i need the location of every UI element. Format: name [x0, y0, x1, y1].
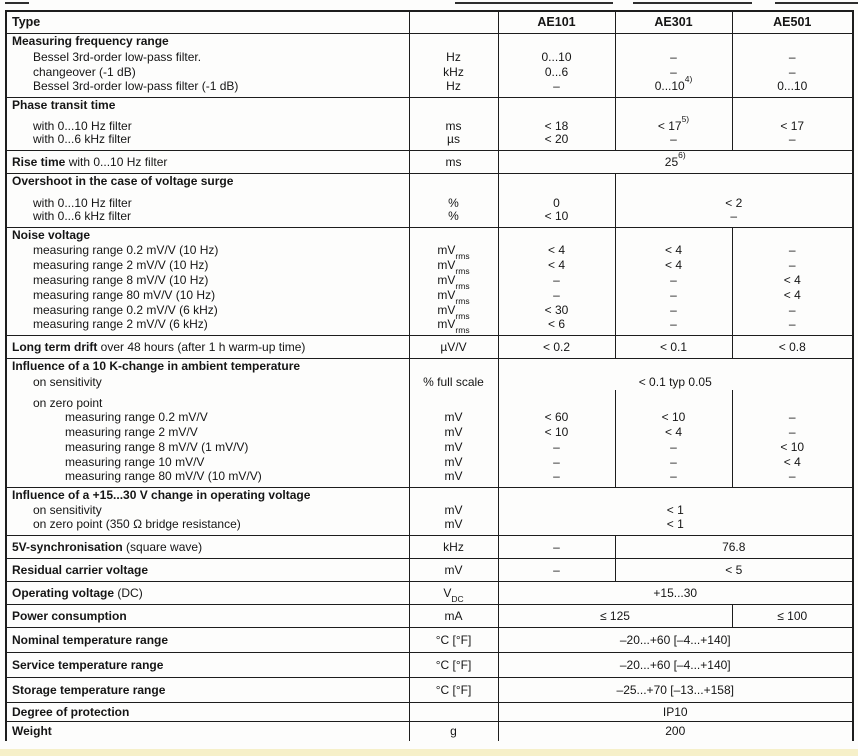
spec-row [6, 336, 853, 359]
value-cell: –20...+60 [–4...+140] [498, 628, 853, 653]
value-cell: 76.8 [615, 536, 853, 559]
unit-cell: mA [409, 605, 498, 628]
row-label-bold: Power consumption [12, 608, 127, 623]
unit-cell: mV [409, 425, 498, 440]
value-cell: < 1 [498, 503, 853, 518]
row-label-text: measuring range 10 mV/V [65, 454, 205, 469]
value-cell: +15...30 [498, 582, 853, 605]
row-label-text: measuring range 2 mV/V [65, 424, 198, 439]
value-cell: – [615, 318, 732, 336]
row-label-cell [6, 455, 409, 470]
value-cell: – [615, 440, 732, 455]
spec-row [6, 425, 853, 440]
value-cell: < 10 [498, 425, 615, 440]
row-label-cell [6, 410, 409, 425]
specification-table [5, 10, 854, 741]
value-cell [732, 34, 853, 50]
spec-row [6, 97, 853, 113]
value-cell: < 6 [498, 318, 615, 336]
row-label-text: with 0...10 Hz filter [65, 154, 168, 169]
spec-row [6, 288, 853, 303]
row-label-cell [6, 518, 409, 536]
value-cell: – [615, 273, 732, 288]
row-label-cell [6, 80, 409, 98]
row-label-bold: Long term drift [12, 339, 98, 354]
value-cell: ≤ 125 [498, 605, 732, 628]
row-label-text: over 48 hours (after 1 h warm-up time) [97, 339, 306, 354]
row-label-cell [6, 487, 409, 503]
unit-cell: ms [409, 113, 498, 133]
row-label-bold: Influence of a 10 K-change in ambient temperature [12, 359, 301, 374]
spec-row [6, 410, 853, 425]
spec-row [6, 34, 853, 50]
value-cell [732, 227, 853, 243]
scan-artifact-line [633, 2, 752, 4]
row-label-text: Bessel 3rd-order low-pass filter (-1 dB) [33, 78, 239, 93]
unit-cell: mV [409, 410, 498, 425]
value-cell: < 4 [615, 258, 732, 273]
row-label-bold: Rise time [12, 154, 66, 169]
value-cell: 0...6 [498, 65, 615, 80]
row-label-bold: Weight [12, 723, 52, 738]
row-label-bold: Residual carrier voltage [12, 562, 149, 577]
spec-row [6, 559, 853, 582]
row-label-text: on zero point [33, 395, 103, 410]
value-cell: – [615, 50, 732, 65]
row-label-cell [6, 559, 409, 582]
unit-cell [409, 487, 498, 503]
value-cell: – [498, 536, 615, 559]
row-label-bold: Service temperature range [12, 657, 164, 672]
value-cell: – [732, 410, 853, 425]
value-cell: – [498, 455, 615, 470]
value-cell: < 5 [615, 559, 853, 582]
row-label-text: on sensitivity [33, 503, 102, 517]
value-cell [498, 97, 615, 113]
value-cell: < 4 [615, 243, 732, 258]
row-label-text: changeover (-1 dB) [33, 64, 136, 79]
value-cell: – [498, 273, 615, 288]
row-label-text: measuring range 8 mV/V (1 mV/V) [65, 439, 249, 454]
value-cell [615, 174, 853, 190]
row-label-cell [6, 34, 409, 50]
spec-row [6, 80, 853, 98]
row-label-cell [6, 190, 409, 210]
row-label-cell [6, 678, 409, 703]
row-label-cell [6, 65, 409, 80]
value-cell [615, 227, 732, 243]
value-cell: < 18 [498, 113, 615, 133]
row-label-cell [6, 425, 409, 440]
spec-row [6, 303, 853, 318]
value-cell: – [615, 210, 853, 228]
value-cell [615, 97, 732, 113]
value-cell: –25...+70 [–13...+158] [498, 678, 853, 703]
unit-cell [409, 34, 498, 50]
value-cell: 0 [498, 190, 615, 210]
row-label-cell [6, 113, 409, 133]
spec-row [6, 440, 853, 455]
spec-row [6, 359, 853, 375]
value-cell: – [732, 318, 853, 336]
scan-artifact-line [455, 2, 613, 4]
value-cell: 25$^{6)}$ [498, 151, 853, 174]
spec-row [6, 582, 853, 605]
spec-row [6, 375, 853, 390]
row-label-text: on sensitivity [33, 374, 102, 389]
row-label-text: with 0...6 kHz filter [33, 132, 132, 146]
row-label-bold: Nominal temperature range [12, 632, 169, 647]
spec-row [6, 487, 853, 503]
value-cell: – [498, 470, 615, 488]
spec-row [6, 318, 853, 336]
table-body [6, 34, 853, 741]
row-label-bold: Overshoot in the case of voltage surge [12, 174, 234, 189]
column-header-ae301: AE301 [615, 11, 732, 34]
value-cell: IP10 [498, 703, 853, 722]
spec-row [6, 50, 853, 65]
row-label-cell [6, 243, 409, 258]
unit-cell [409, 390, 498, 410]
spec-row [6, 628, 853, 653]
value-cell: – [615, 470, 732, 488]
spec-row [6, 113, 853, 133]
value-cell: < 4 [732, 273, 853, 288]
row-label-text: measuring range 80 mV/V (10 mV/V) [65, 468, 262, 483]
value-cell: – [615, 455, 732, 470]
row-label-text: (square wave) [122, 539, 203, 554]
spec-row [6, 210, 853, 228]
spec-row [6, 470, 853, 488]
row-label-cell [6, 50, 409, 65]
spec-row [6, 133, 853, 151]
spec-row [6, 151, 853, 174]
spec-row [6, 190, 853, 210]
spec-row [6, 227, 853, 243]
row-label-cell [6, 722, 409, 741]
row-label-bold: Phase transit time [12, 97, 116, 112]
row-label-text: Bessel 3rd-order low-pass filter. [33, 49, 202, 64]
row-label-cell [6, 359, 409, 375]
unit-cell: Hz [409, 50, 498, 65]
unit-cell [409, 359, 498, 375]
spec-row [6, 653, 853, 678]
value-cell: 200 [498, 722, 853, 741]
value-cell: – [615, 303, 732, 318]
unit-cell [409, 227, 498, 243]
value-cell: < 4 [498, 258, 615, 273]
value-cell: < 4 [732, 288, 853, 303]
value-cell: < 4 [498, 243, 615, 258]
unit-cell: µV/V [409, 336, 498, 359]
value-cell [498, 227, 615, 243]
value-cell: 0...10$^{4)}$ [615, 80, 732, 98]
spec-row [6, 703, 853, 722]
row-label-cell [6, 653, 409, 678]
unit-cell: µs [409, 133, 498, 151]
value-cell: < 10 [615, 410, 732, 425]
unit-cell: ms [409, 151, 498, 174]
row-label-text: with 0...6 kHz filter [33, 208, 132, 223]
row-label-cell [6, 174, 409, 190]
value-cell: – [615, 133, 732, 151]
unit-cell: kHz [409, 65, 498, 80]
value-cell: < 20 [498, 133, 615, 151]
row-label-cell [6, 273, 409, 288]
unit-cell: mV [409, 440, 498, 455]
row-label-bold: Degree of protection [12, 704, 130, 719]
row-label-cell [6, 288, 409, 303]
value-cell: – [732, 258, 853, 273]
column-header-type: Type [12, 15, 41, 29]
value-cell [498, 390, 615, 410]
unit-cell: % [409, 190, 498, 210]
value-cell: 0...10 [732, 80, 853, 98]
row-label-cell [6, 390, 409, 410]
unit-cell: mV [409, 559, 498, 582]
value-cell [498, 359, 853, 375]
unit-cell: mV [409, 470, 498, 488]
value-cell: – [732, 243, 853, 258]
row-label-text: measuring range 2 mV/V (10 Hz) [33, 258, 209, 272]
spec-row [6, 605, 853, 628]
value-cell: < $17^{5)}$ [615, 113, 732, 133]
column-header-ae501: AE501 [732, 11, 853, 34]
value-cell: < 10 [732, 440, 853, 455]
unit-cell: $mV_{rms}$ [409, 303, 498, 318]
value-cell: – [732, 425, 853, 440]
spec-row [6, 273, 853, 288]
row-label-cell [6, 582, 409, 605]
unit-cell: $mV_{rms}$ [409, 273, 498, 288]
scan-artifact-line [5, 2, 29, 4]
table-header-row [6, 11, 853, 34]
row-label-cell [6, 318, 409, 336]
spec-row [6, 518, 853, 536]
row-label-bold: Operating voltage [12, 585, 115, 600]
row-label-cell [6, 703, 409, 722]
value-cell [615, 390, 732, 410]
value-cell: – [498, 440, 615, 455]
row-label-bold: 5V-synchronisation [12, 539, 123, 554]
unit-cell: % full scale [409, 375, 498, 390]
unit-cell: mV [409, 518, 498, 536]
row-label-text: (DC) [114, 585, 143, 600]
row-label-cell [6, 303, 409, 318]
row-label-cell [6, 503, 409, 518]
value-cell: < 2 [615, 190, 853, 210]
unit-cell [409, 174, 498, 190]
unit-cell: $mV_{rms}$ [409, 243, 498, 258]
value-cell: < 0.2 [498, 336, 615, 359]
unit-cell: $mV_{rms}$ [409, 318, 498, 336]
value-cell [498, 34, 615, 50]
value-cell: – [498, 80, 615, 98]
value-cell: – [732, 65, 853, 80]
value-cell: ≤ 100 [732, 605, 853, 628]
unit-cell: $V_{DC}$ [409, 582, 498, 605]
unit-cell: °C [°F] [409, 678, 498, 703]
value-cell [498, 487, 853, 503]
value-cell: < 4 [615, 425, 732, 440]
unit-cell: °C [°F] [409, 653, 498, 678]
row-label-bold: Storage temperature range [12, 682, 166, 697]
unit-cell: $mV_{rms}$ [409, 288, 498, 303]
row-label-cell [6, 133, 409, 151]
row-label-cell [6, 97, 409, 113]
value-cell: < 60 [498, 410, 615, 425]
value-cell [732, 97, 853, 113]
unit-cell: mV [409, 503, 498, 518]
spec-row [6, 722, 853, 741]
row-label-text: with 0...10 Hz filter [33, 195, 132, 210]
unit-cell: kHz [409, 536, 498, 559]
value-cell: < 0.8 [732, 336, 853, 359]
spec-row [6, 455, 853, 470]
row-label-cell [6, 258, 409, 273]
value-cell: < 0.1 [615, 336, 732, 359]
row-label-cell [6, 628, 409, 653]
row-label-bold: Measuring frequency range [12, 34, 169, 49]
unit-cell [409, 703, 498, 722]
row-label-text: on zero point (350 Ω bridge resistance) [33, 517, 241, 531]
value-cell: 0...10 [498, 50, 615, 65]
value-cell [732, 390, 853, 410]
row-label-cell [6, 336, 409, 359]
row-label-bold: Noise voltage [12, 227, 91, 242]
spec-row [6, 390, 853, 410]
value-cell: – [732, 50, 853, 65]
unit-cell: $mV_{rms}$ [409, 258, 498, 273]
row-label-cell [6, 536, 409, 559]
row-label-cell [6, 227, 409, 243]
spec-row [6, 65, 853, 80]
unit-cell: Hz [409, 80, 498, 98]
column-header-ae101: AE101 [498, 11, 615, 34]
value-cell [498, 174, 615, 190]
row-label-text: measuring range 80 mV/V (10 Hz) [33, 288, 216, 302]
value-cell: – [732, 133, 853, 151]
value-cell: – [732, 470, 853, 488]
unit-cell: °C [°F] [409, 628, 498, 653]
unit-cell: g [409, 722, 498, 741]
row-label-cell [6, 440, 409, 455]
value-cell: – [498, 559, 615, 582]
spec-row [6, 258, 853, 273]
scan-artifact-line [775, 2, 858, 4]
value-cell [615, 34, 732, 50]
value-cell: – [615, 65, 732, 80]
column-header-unit [409, 11, 498, 34]
spec-row [6, 503, 853, 518]
row-label-text: with 0...10 Hz filter [33, 119, 132, 133]
row-label-cell [6, 151, 409, 174]
value-cell: < 30 [498, 303, 615, 318]
row-label-text: measuring range 8 mV/V (10 Hz) [33, 273, 209, 287]
unit-cell: % [409, 210, 498, 228]
value-cell: < 10 [498, 210, 615, 228]
row-label-cell [6, 375, 409, 390]
row-label-text: measuring range 0.2 mV/V (10 Hz) [33, 243, 219, 257]
unit-cell: mV [409, 455, 498, 470]
spec-row [6, 243, 853, 258]
value-cell: < 4 [732, 455, 853, 470]
row-label-cell [6, 210, 409, 228]
value-cell: – [732, 303, 853, 318]
value-cell: – [498, 288, 615, 303]
spec-row [6, 536, 853, 559]
value-cell: < 17 [732, 113, 853, 133]
value-cell: – [615, 288, 732, 303]
value-cell: < 1 [498, 518, 853, 536]
scan-highlight-band [0, 749, 858, 756]
value-cell: –20...+60 [–4...+140] [498, 653, 853, 678]
value-cell: < 0.1 typ 0.05 [498, 375, 853, 390]
unit-cell [409, 97, 498, 113]
row-label-text: measuring range 0.2 mV/V (6 kHz) [33, 303, 218, 317]
row-label-text: measuring range 2 mV/V (6 kHz) [33, 317, 208, 331]
row-label-bold: Influence of a +15...30 V change in operating voltage [12, 487, 311, 502]
spec-row [6, 678, 853, 703]
row-label-cell [6, 605, 409, 628]
spec-row [6, 174, 853, 190]
row-label-text: measuring range 0.2 mV/V [65, 409, 208, 424]
row-label-cell [6, 470, 409, 488]
